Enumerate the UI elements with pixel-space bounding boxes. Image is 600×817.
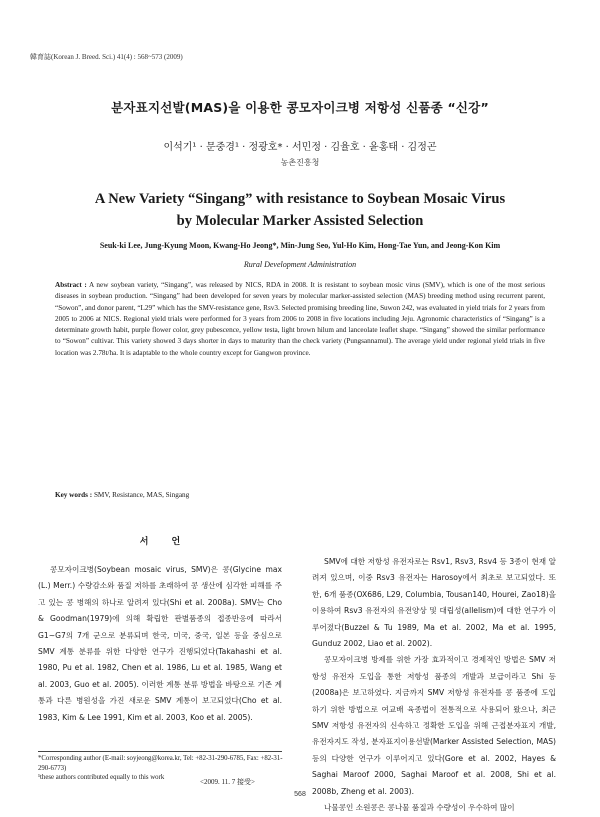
english-affiliation: Rural Development Administration — [243, 260, 357, 269]
korean-authors: 이석기¹ · 문중경¹ · 정광호* · 서민정 · 김율호 · 윤홍태 · 김정곤 — [163, 142, 437, 153]
left-column — [38, 534, 282, 726]
intro-paragraph-4: 나물콩인 소원콩은 콩나물 품질과 수량성이 우수하여 많이 — [324, 803, 515, 813]
english-title-line1: A New Variety “Singang” with resistance to Soybean Mosaic Virus — [94, 191, 506, 207]
english-title — [0, 188, 600, 232]
keywords-label: Key words : — [55, 491, 93, 499]
abstract-label: Abstract : — [55, 281, 87, 289]
footnote-corresponding: *Corresponding author (E-mail: soyjeong@korea.kr, Tel: +82-31-290-6785, Fax: +82-31-290-6773) — [38, 755, 283, 772]
section-heading-intro: 서 언 — [139, 537, 191, 547]
korean-title: 분자표지선발(MAS)을 이용한 콩모자이크병 저항성 신품종 “신강” — [111, 100, 489, 115]
intro-paragraph-3: 콩모자이크병 방제를 위한 가장 효과적이고 경제적인 방법은 SMV 저항성 유전자 도입을 통한 저항성 품종의 개발과 보급이라고 Shi 등(2008a)은 보고하였다. 지금까지 SMV 저항성 유전자를 콩 품종에 도입하기 위한 방법으로 여교배 육종법이 전통적으로 사용되어 왔으나, 최근 SMV 저항성 유전자의 신속하고 정확한 도입을 위해 근접분자표지 개발, 유전자지도 작성, 분자표지이용선발(Marker Assisted Selection, MAS) 등의 다양한 연구가 이루어지고 있다(Gore et al. 2002, Hayes & Saghai Maroof 2000, Saghai Maroof et al. 2008, Shi et al. 2008b, Zheng et al. 2003). — [312, 655, 556, 796]
korean-affiliation: 농촌진흥청 — [280, 158, 320, 167]
running-header: 韓育誌(Korean J. Breed. Sci.) 41(4) : 568~573 (2009) — [30, 53, 183, 61]
english-authors: Seuk-ki Lee, Jung-Kyung Moon, Kwang-Ho Jeong*, Min-Jung Seo, Yul-Ho Kim, Hong-Tae Yun, and Jeong-Kon Kim — [99, 241, 501, 250]
intro-paragraph-1: 콩모자이크병(Soybean mosaic virus, SMV)은 콩(Glycine max (L.) Merr.) 수량감소와 품질 저하를 초래하여 콩 생산에 심각한 피해를 주고 있는 콩 병해의 하나로 알려져 있다(Shi et al. 2008a). SMV는 Cho & Goodman(1979)에 의해 확립한 판별품종의 접종반응에 따라서 G1~G7의 7개 군으로 분류되며 한국, 미국, 중국, 일본 등을 중심으로 SMV 계통 분류를 위한 다양한 연구가 진행되었다(Takahashi et al. 1980, Pu et al. 1982, Chen et al. 1986, Lu et al. 1985, Wang et al. 2003, Guo et al. 2005). 이러한 계통 분류 방법을 바탕으로 기존 계통과 다른 병원성을 가진 새로운 SMV 계통이 보고되었다(Cho et al. 1983, Kim & Lee 1991, Kim et al. 2003, Koo et al. 2005). — [38, 565, 282, 722]
abstract — [55, 280, 545, 359]
page-number: 568 — [294, 791, 306, 798]
received-date: <2009. 11. 7 接受> — [200, 778, 255, 786]
right-column — [312, 554, 556, 817]
footnote-divider — [38, 751, 282, 752]
keywords — [55, 491, 545, 499]
abstract-text: A new soybean variety, “Singang”, was released by NICS, RDA in 2008. It is resistant to soybean mosic virus (SMV), which is one of the most serious diseases in soybean production. “Singang” had been developed for seven years by molecular marker-assisted selection (MAS) breeding method using recurrent parent, “Sowon”, and donor parent, “L29” which has the SMV-resistance gene, Rsv3. Selected promising breeding line, Suwon 242, was evaluated in yield trials for 2 years from 2005 to 2006 at NICS. Regional yield trials were performed for 3 years from 2006 to 2008 in five locations including Jeju. Agronomic characteristics of “Singang” is a determinate growth habit, purple flower color, grey pubescence, yellow testa, light brown hilum and lanceolate leaflet shape. “Singang” showed the similar performance to “Sowon” cultivar. This variety showed 3 days shorter in days to maturity than the check variety (Pungsannamul). The average yield under regional yield trials in five location was 2.78t/ha. It is adaptable to the whole country except for Gangwon province. — [55, 281, 545, 357]
intro-paragraph-2: SMV에 대한 저항성 유전자로는 Rsv1, Rsv3, Rsv4 등 3종이 현재 알려져 있으며, 이중 Rsv3 유전자는 Harosoy에서 최초로 보고되었다. 또한, 6개 품종(OX686, L29, Columbia, Tousan140, Hourei, Zao18)을 이용하여 Rsv3 유전자의 유전양상 및 대립성(allelism)에 대한 연구가 이루어졌다(Buzzel & Tu 1989, Ma et al. 2002, Ma et al. 1995, Gunduz 2002, Liao et al. 2002). — [312, 557, 556, 649]
english-title-line2: by Molecular Marker Assisted Selection — [176, 213, 424, 229]
keywords-text: SMV, Resistance, MAS, Singang — [93, 491, 190, 499]
footnote-equal-contribution: ¹these authors contributed equally to this work — [38, 774, 165, 781]
